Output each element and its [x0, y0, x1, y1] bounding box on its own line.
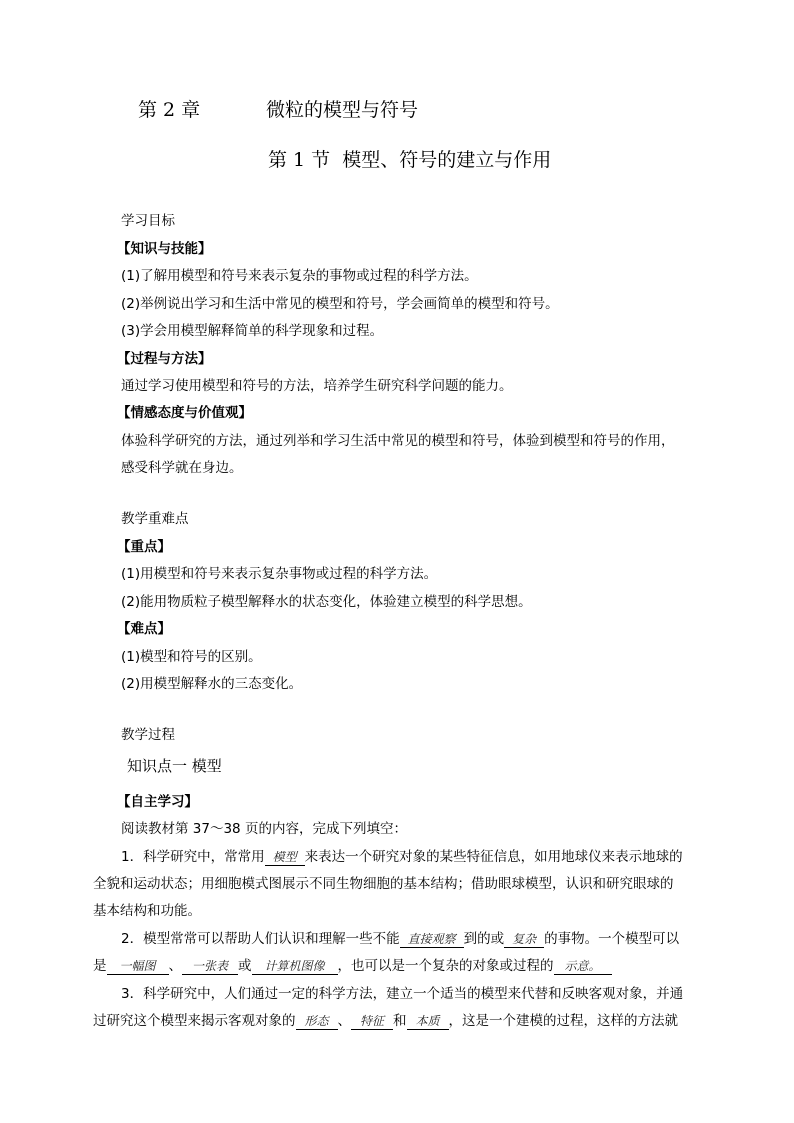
question-1-line-2: 全貌和运动状态；用细胞模式图展示不同生物细胞的基本结构；借助眼球模型，认识和研究眼球的: [93, 876, 674, 892]
question-3-line-1: 3．科学研究中，人们通过一定的科学方法，建立一个适当的模型来代替和反映客观对象，并通: [121, 986, 684, 1002]
q3-separator: 、: [337, 1013, 351, 1029]
question-3-line-2: [93, 1012, 678, 1030]
self-study-heading: 【自主学习】: [117, 794, 198, 810]
knowledge-item-1: (1)了解用模型和符号来表示复杂的事物或过程的科学方法。: [121, 268, 478, 284]
q2-separator: 、: [168, 958, 182, 974]
q1-prefix: 1．科学研究中，常常用: [121, 849, 265, 865]
q2-blank-2: 复杂: [504, 931, 544, 948]
q3-blank-3: 本质: [407, 1013, 449, 1030]
chapter-title: 微粒的模型与符号: [266, 99, 419, 121]
knowledge-heading: 【知识与技能】: [117, 241, 212, 257]
q2-line2-mid: ，也可以是一个复杂的对象或过程的: [337, 958, 554, 974]
attitude-line-2: 感受科学就在身边。: [121, 460, 243, 476]
q3-line2-suffix: ，这是一个建模的过程，这样的方法就: [448, 1013, 678, 1029]
section-title: [268, 145, 551, 172]
knowledge-point-title: 知识点一 模型: [127, 757, 222, 775]
q3-line2-prefix: 过研究这个模型来揭示客观对象的: [93, 1013, 296, 1029]
q2-suffix: 的事物。一个模型可以: [544, 931, 680, 947]
question-2-line-1: [121, 930, 679, 948]
chapter-number: 第 2 章: [138, 99, 201, 121]
q2-blank-6: 示意。: [554, 958, 612, 975]
q1-suffix: 来表达一个研究对象的某些特征信息，如用地球仪来表示地球的: [304, 849, 683, 865]
q2-mid: 到的或: [463, 931, 505, 947]
focus-heading: 【重点】: [117, 539, 171, 555]
difficulty-heading: 【难点】: [117, 621, 171, 637]
knowledge-item-2: (2)举例说出学习和生活中常见的模型和符号，学会画简单的模型和符号。: [121, 296, 559, 312]
q3-blank-2: 特征: [351, 1013, 393, 1030]
q3-blank-1: 形态: [296, 1013, 338, 1030]
attitude-line-1: 体验科学研究的方法，通过列举和学习生活中常见的模型和符号，体验到模型和符号的作用，: [121, 433, 675, 449]
process-heading: 【过程与方法】: [117, 351, 212, 367]
process-text: 通过学习使用模型和符号的方法，培养学生研究科学问题的能力。: [121, 378, 513, 394]
difficulty-item-2: (2)用模型解释水的三态变化。: [121, 676, 303, 692]
reading-instruction: 阅读教材第 37～38 页的内容，完成下列填空：: [121, 821, 407, 837]
q2-blank-1: 直接观察: [400, 931, 464, 948]
knowledge-item-3: (3)学会用模型解释简单的科学现象和过程。: [121, 323, 384, 339]
difficulty-item-1: (1)模型和符号的区别。: [121, 649, 262, 665]
q3-and: 和: [393, 1013, 407, 1029]
question-1-line-3: 基本结构和功能。: [93, 903, 201, 919]
q2-blank-5: 计算机图像: [252, 958, 338, 975]
section-name: 模型、符号的建立与作用: [342, 149, 552, 171]
q1-blank-1: 模型: [265, 849, 305, 866]
section-number: 第 1 节: [268, 149, 331, 171]
focus-item-1: (1)用模型和符号来表示复杂事物或过程的科学方法。: [121, 566, 438, 582]
focus-item-2: (2)能用物质粒子模型解释水的状态变化，体验建立模型的科学思想。: [121, 594, 532, 610]
q2-blank-3: 一幅图: [107, 958, 169, 975]
process-section-heading: 教学过程: [121, 727, 175, 743]
attitude-heading: 【情感态度与价值观】: [117, 405, 252, 421]
q2-or: 或: [238, 958, 252, 974]
question-1-line-1: [121, 848, 683, 866]
keypoints-heading: 教学重难点: [121, 511, 189, 527]
question-2-line-2: [93, 957, 612, 975]
objectives-heading: 学习目标: [121, 213, 175, 229]
q2-prefix: 2．模型常常可以帮助人们认识和理解一些不能: [121, 931, 400, 947]
q2-blank-4: 一张表: [182, 958, 238, 975]
q2-line2-prefix: 是: [93, 958, 107, 974]
